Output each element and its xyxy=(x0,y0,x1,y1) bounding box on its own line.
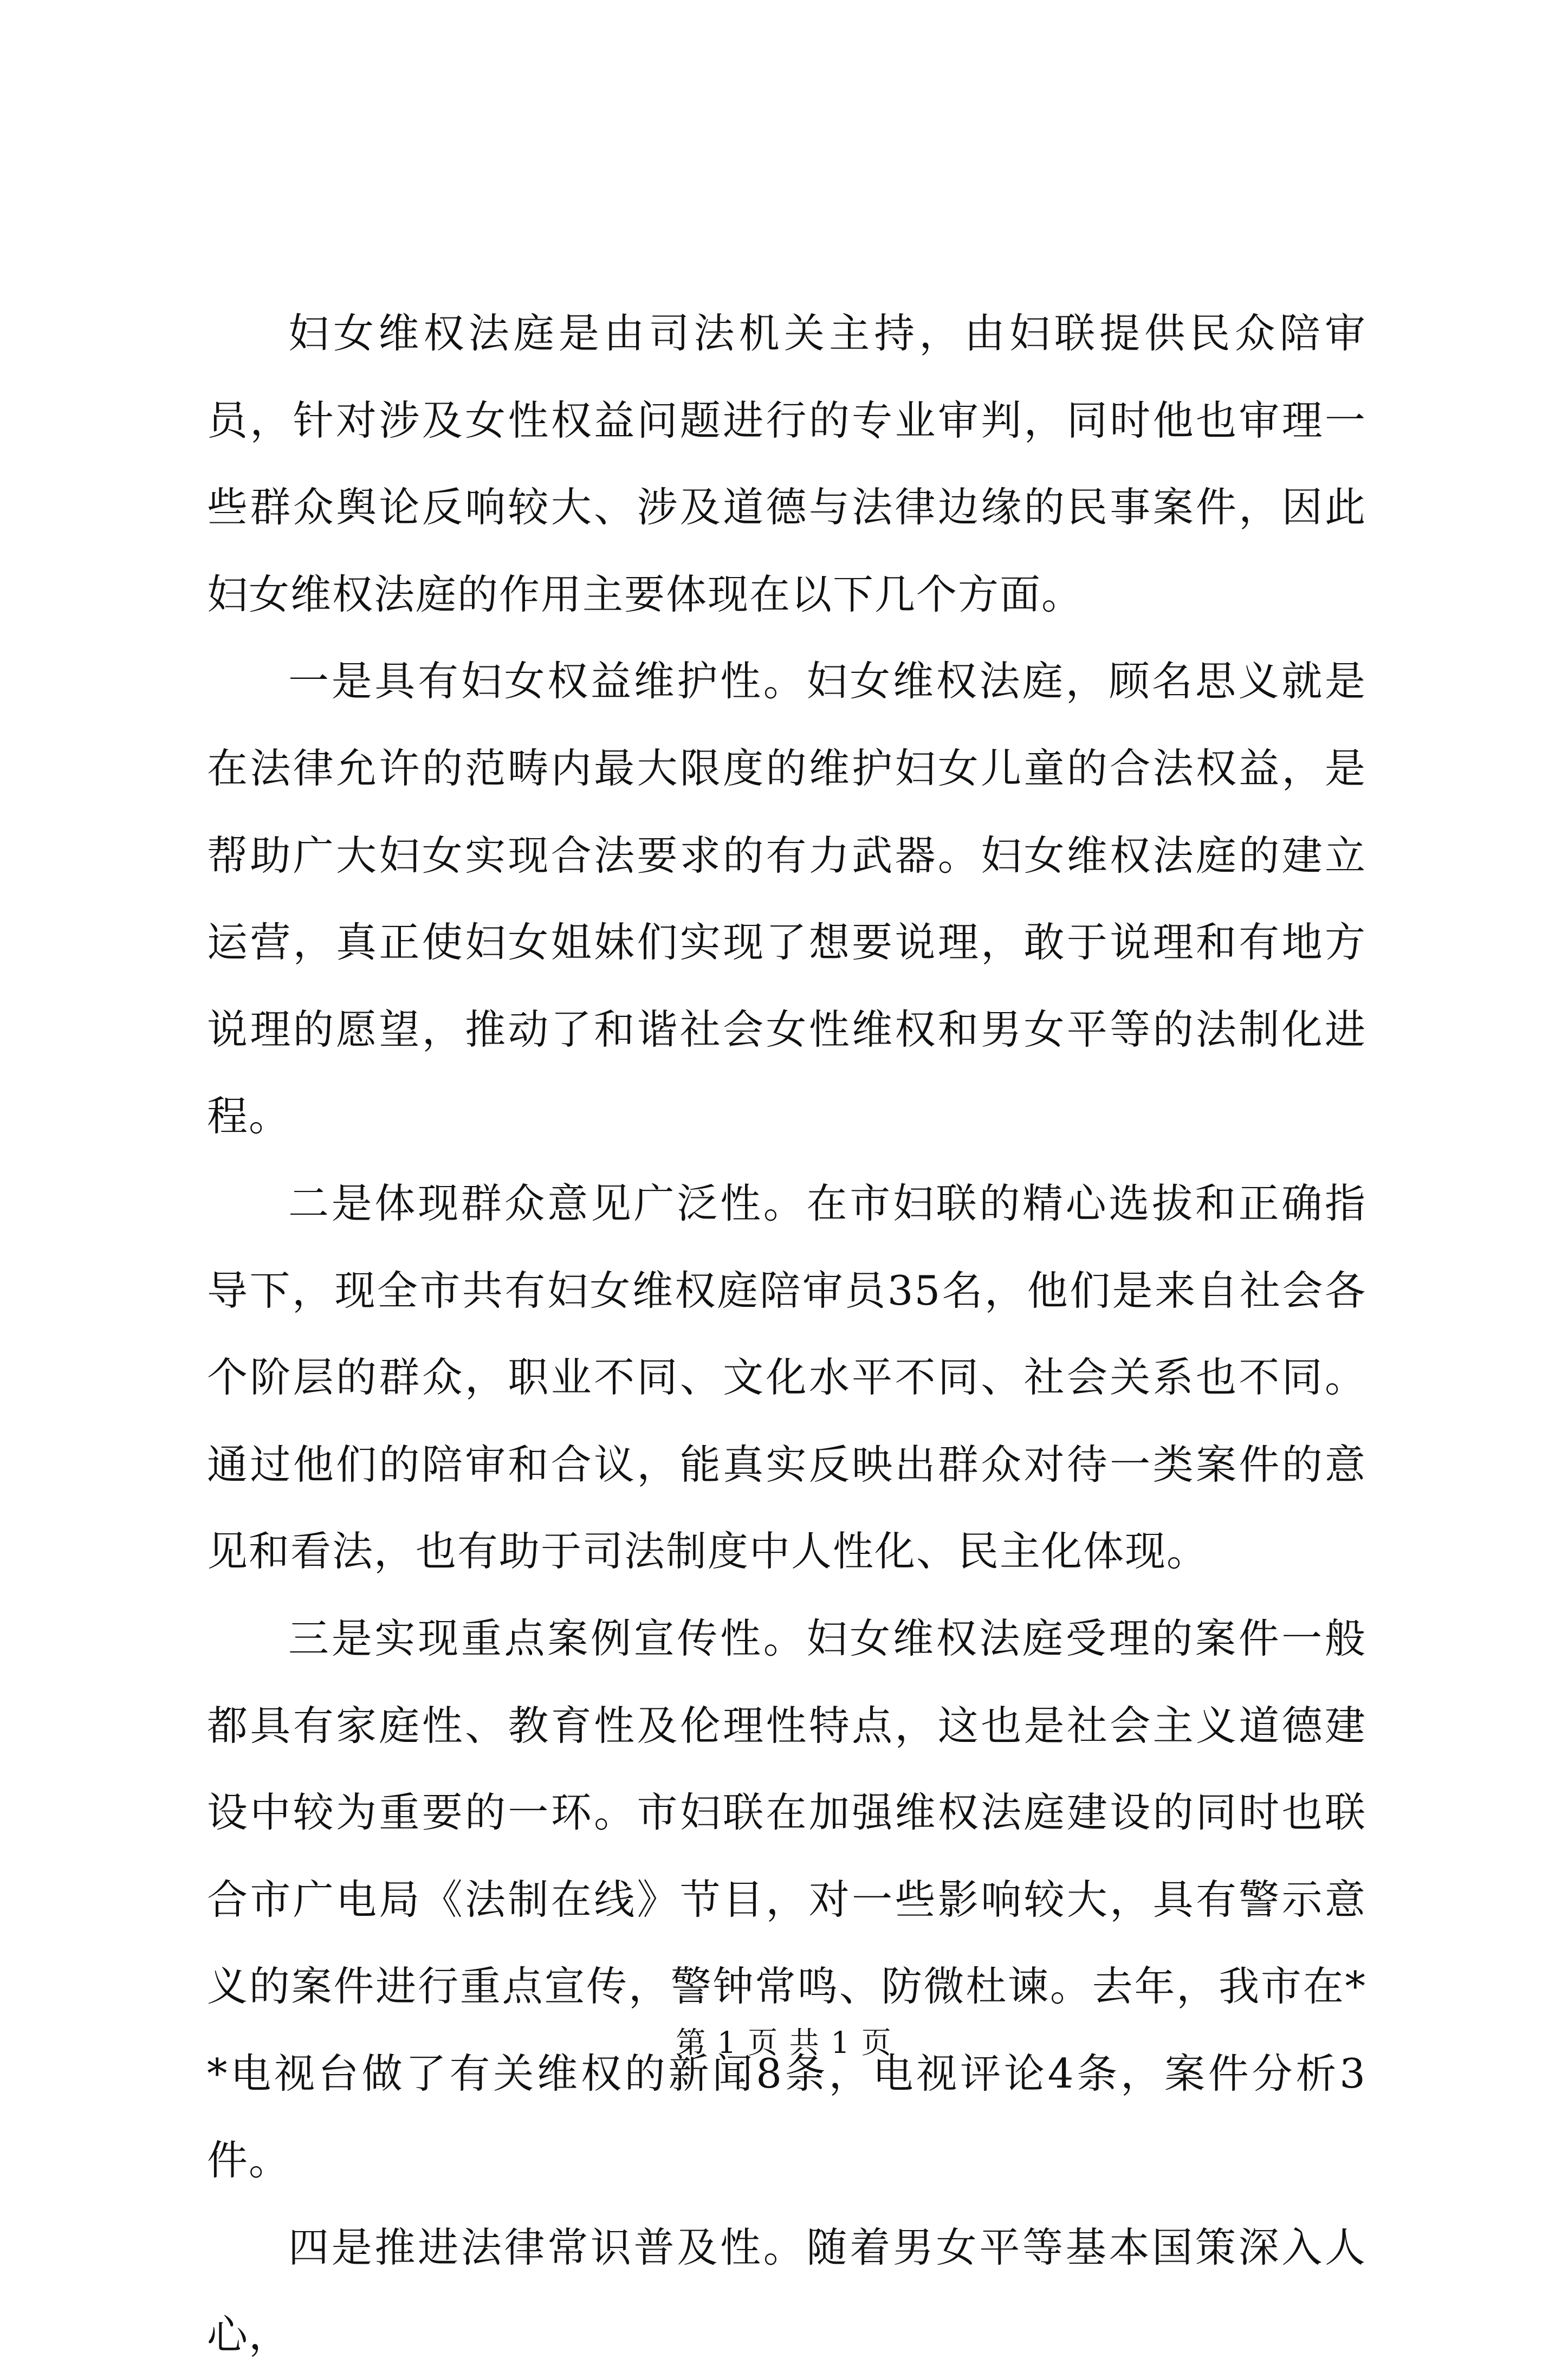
paragraph-point-two: 二是体现群众意见广泛性。在市妇联的精心选拔和正确指导下，现全市共有妇女维权庭陪审员35名，他们是来自社会各个阶层的群众，职业不同、文化水平不同、社会关系也不同。通过他们的陪审和合议，能真实反映出群众对待一类案件的意见和看法，也有助于司法制度中人性化、民主化体现。 xyxy=(207,1179,1366,1576)
page-footer: 第 1 页 共 1 页 xyxy=(676,2025,892,2060)
paragraph-intro: 妇女维权法庭是由司法机关主持，由妇联提供民众陪审员，针对涉及女性权益问题进行的专业审判，同时他也审理一些群众舆论反响较大、涉及道德与法律边缘的民事案件，因此妇女维权法庭的作用主要体现在以下几个方面。 xyxy=(207,309,1366,618)
paragraph-point-four: 四是推进法律常识普及性。随着男女平等基本国策深入人心， xyxy=(207,2224,1366,2358)
paragraph-point-three: 三是实现重点案例宣传性。妇女维权法庭受理的案件一般都具有家庭性、教育性及伦理性特点，这也是社会主义道德建设中较为重要的一环。市妇联在加强维权法庭建设的同时也联合市广电局《法制在线》节目，对一些影响较大，具有警示意义的案件进行重点宣传，警钟常鸣、防微杜谏。去年，我市在**电视台做了有关维权的新闻8条，电视评论4条，案件分析3件。 xyxy=(207,1614,1366,2185)
paragraph-point-one: 一是具有妇女权益维护性。妇女维权法庭，顾名思义就是在法律允许的范畴内最大限度的维护妇女儿童的合法权益，是帮助广大妇女实现合法要求的有力武器。妇女维权法庭的建立运营，真正使妇女姐妹们实现了想要说理，敢于说理和有地方说理的愿望，推动了和谐社会女性维权和男女平等的法制化进程。 xyxy=(207,657,1366,1141)
document-body xyxy=(207,290,1366,2378)
